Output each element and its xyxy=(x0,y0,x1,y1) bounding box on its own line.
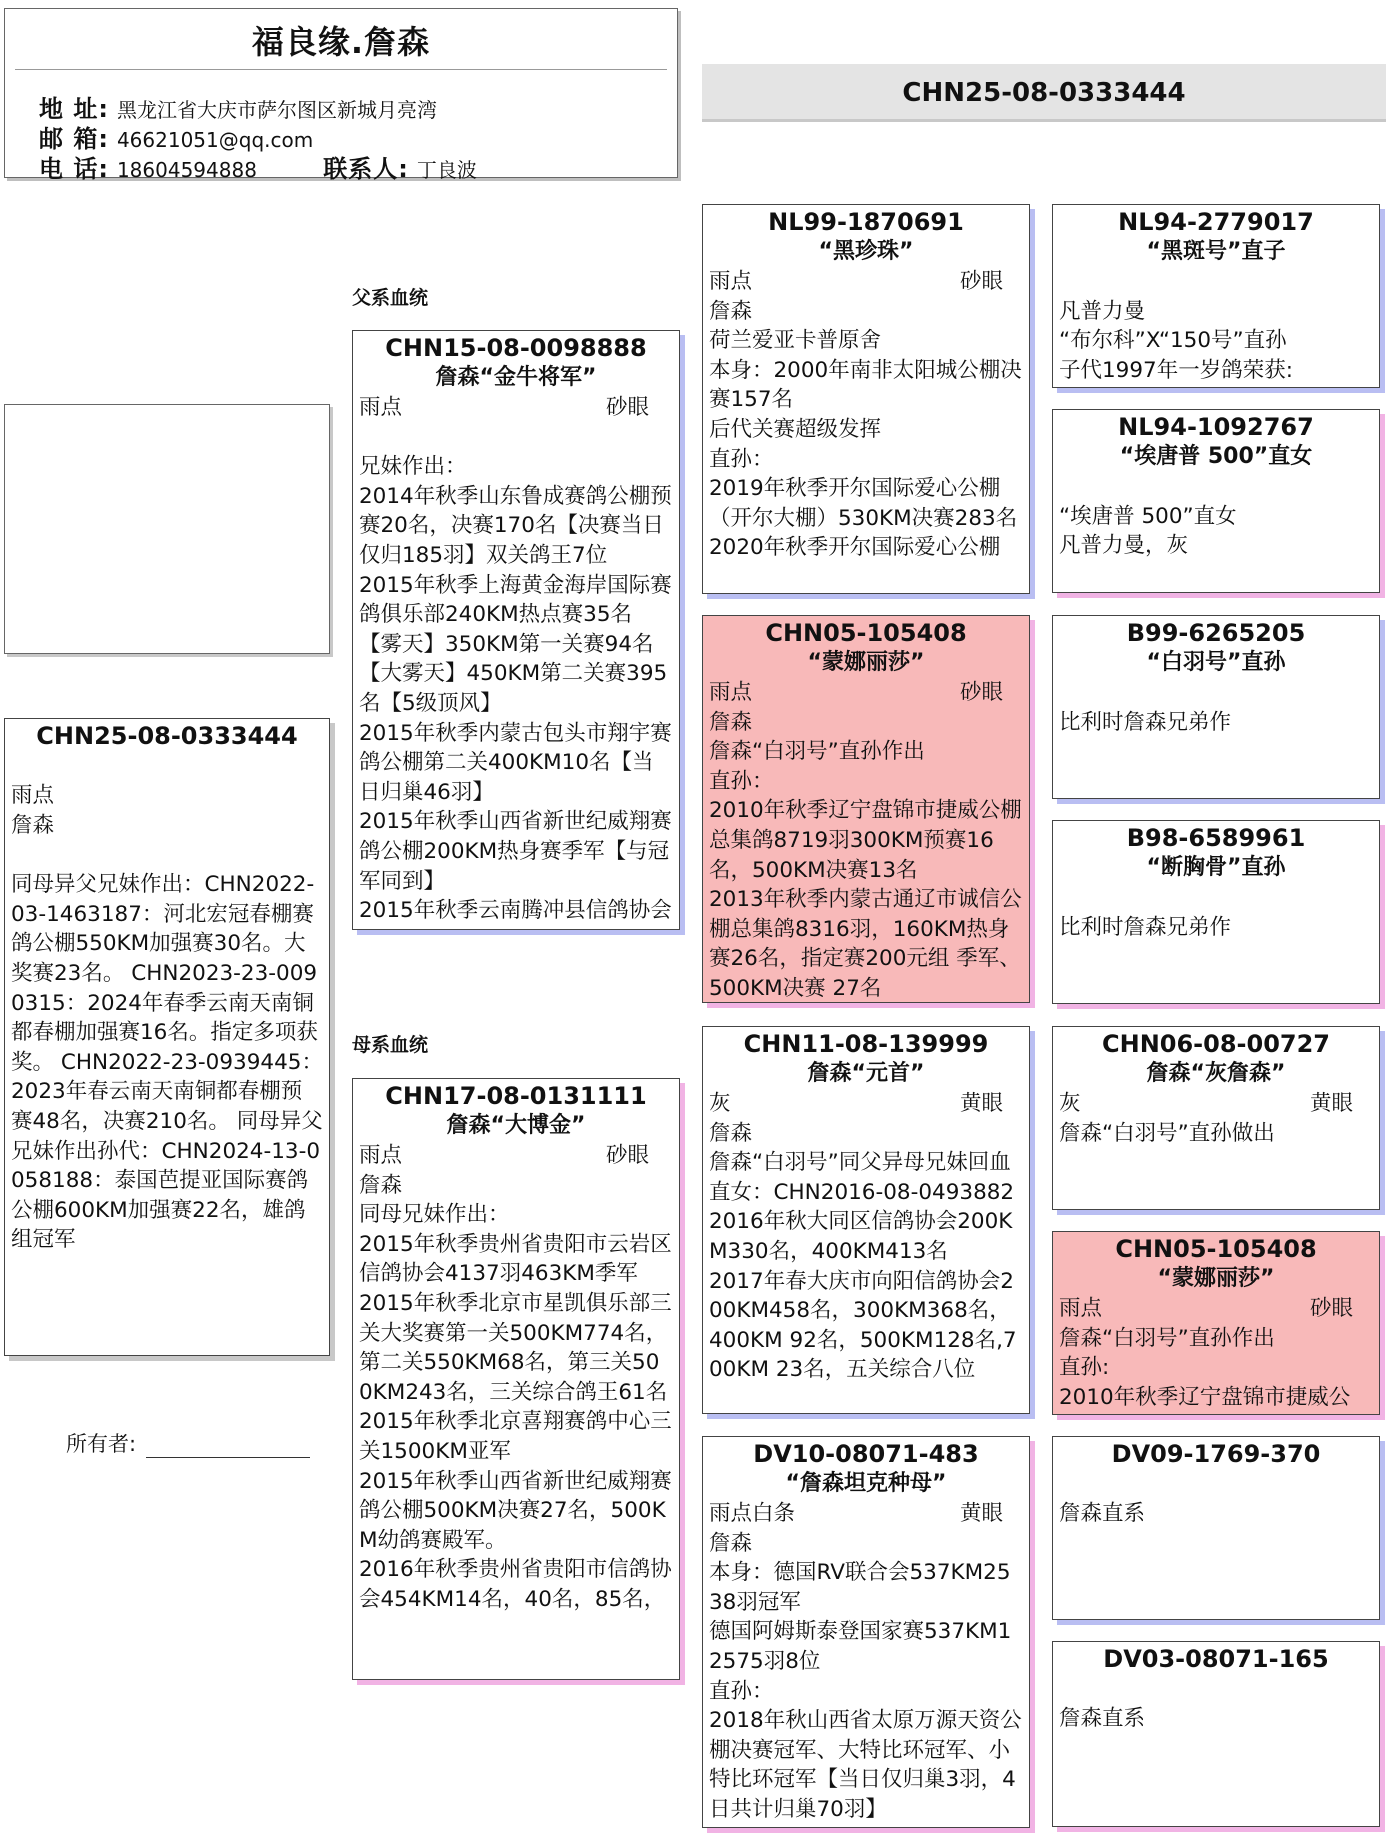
ggp-2-card xyxy=(1052,409,1380,593)
sire-name: 詹森“金牛将军” xyxy=(435,365,597,390)
dam-notes: 詹森 同母兄妹作出： 2015年秋季贵州省贵阳市云岩区信鸽协会4137羽463KM季军 2015年秋季北京市星凯俱乐部三关大奖赛第一关500KM774名，第二关550KM68名，第三关500KM243名，三关综合鸽王61名 2015年秋季北京喜翔赛鸽中心三关1500KM亚军 2015年秋季山西省新世纪威翔赛鸽公棚500KM决赛27名，500KM幼鸽赛殿军。 2016年秋季贵州省贵阳市信鸽协会454KM14名，40名，85名， xyxy=(359,1172,672,1612)
ggp-6-eye: 砂眼 xyxy=(1309,1296,1353,1321)
ggp-4-notes: 比利时詹森兄弟作 xyxy=(1059,914,1232,940)
email-label: 邮 箱: xyxy=(39,125,109,153)
email-value[interactable]: 46621051@qq.com xyxy=(116,128,314,152)
owner-label: 所有者: xyxy=(66,1432,137,1456)
ggp-8-notes: 詹森直系 xyxy=(1059,1705,1146,1731)
ggp-1-card xyxy=(1052,204,1380,388)
sire-dam-ring: CHN05-105408 xyxy=(765,619,967,647)
owner-line xyxy=(66,1428,310,1458)
pigeon-photo-placeholder xyxy=(4,404,330,654)
ggp-7-notes: 詹森直系 xyxy=(1059,1500,1146,1526)
sire-dam-name: “蒙娜丽莎” xyxy=(807,650,925,675)
dam-sire-notes: 詹森 詹森“白羽号”同父异母兄妹回血直女：CHN2016-08-0493882 2016年秋大同区信鸽协会200KM330名，400KM413名 2017年春大庆市向阳信鸽协会200KM458名，300KM368名，400KM 92名，500KM128名,700KM 23名，五关综合八位 xyxy=(709,1120,1017,1383)
dam-sire-card xyxy=(702,1026,1030,1414)
ggp-5-ring: CHN06-08-00727 xyxy=(1102,1030,1330,1058)
ggp-1-name: “黑斑号”直子 xyxy=(1146,239,1286,264)
breeder-header-card xyxy=(4,8,678,183)
subject-strain: 詹森 xyxy=(11,812,55,838)
ggp-4-name: “断胸骨”直孙 xyxy=(1146,855,1286,880)
owner-signature-field[interactable] xyxy=(146,1435,310,1458)
dam-dam-ring: DV10-08071-483 xyxy=(753,1440,979,1468)
sire-notes: 兄妹作出： 2014年秋季山东鲁成赛鸽公棚预赛20名，决赛170名【决赛当日仅归185羽】双关鸽王7位 2015年秋季上海黄金海岸国际赛鸽俱乐部240KM热点赛35名【雾天】350KM第一关赛94名【大雾天】450KM第二关赛395名【5级顶风】 2015年秋季内蒙古包头市翔宇赛鸽公棚第二关400KM10名【当日归巢46羽】 2015年秋季山西省新世纪威翔赛鸽公棚200KM热身赛季军【与冠军同到】 2015年秋季云南腾冲县信鸽协会 xyxy=(359,454,672,924)
sire-dam-color: 雨点 xyxy=(709,680,753,705)
dam-sire-ring: CHN11-08-139999 xyxy=(743,1030,989,1058)
ggp-5-notes: 詹森“白羽号”直孙做出 xyxy=(1059,1120,1275,1146)
sire-color: 雨点 xyxy=(359,395,403,420)
dam-sire-color: 灰 xyxy=(709,1091,731,1116)
contact-label: 联系人: xyxy=(323,155,409,183)
dam-card xyxy=(352,1078,680,1680)
ggp-5-name: 詹森“灰詹森” xyxy=(1146,1061,1286,1086)
ggp-3-card xyxy=(1052,615,1380,799)
dam-dam-card xyxy=(702,1436,1030,1828)
ggp-6-name: “蒙娜丽莎” xyxy=(1157,1266,1275,1291)
header-divider xyxy=(15,69,667,70)
sire-dam-card xyxy=(702,615,1030,1003)
dam-color: 雨点 xyxy=(359,1143,403,1168)
ggp-2-name: “埃唐普 500”直女 xyxy=(1119,444,1313,469)
ggp-6-ring: CHN05-105408 xyxy=(1115,1235,1317,1263)
ggp-7-ring: DV09-1769-370 xyxy=(1111,1440,1321,1468)
subject-card xyxy=(4,718,330,1356)
address-value: 黑龙江省大庆市萨尔图区新城月亮湾 xyxy=(116,98,437,122)
ggp-1-notes: 凡普力曼 “布尔科”X“150号”直孙 子代1997年一岁鸽荣获: xyxy=(1059,298,1293,383)
ggp-6-color: 雨点 xyxy=(1059,1296,1103,1321)
sire-sire-notes: 詹森 荷兰爱亚卡普原舍 本身：2000年南非太阳城公棚决赛157名 后代关赛超级发挥 直孙： 2019年秋季开尔国际爱心公棚（开尔大棚）530KM决赛283名 2020年秋季开尔国际爱心公棚 xyxy=(709,298,1022,561)
ggp-2-notes: “埃唐普 500”直女 凡普力曼，灰 xyxy=(1059,503,1237,559)
ggp-5-card xyxy=(1052,1026,1380,1210)
ggp-5-eye: 黄眼 xyxy=(1309,1091,1353,1116)
sire-sire-name: “黑珍珠” xyxy=(818,239,914,264)
ggp-8-card xyxy=(1052,1641,1380,1827)
sire-dam-notes: 詹森 詹森“白羽号”直孙作出 直孙： 2010年秋季辽宁盘锦市捷威公棚总集鸽8719羽300KM预赛16名，500KM决赛13名 2013年秋季内蒙古通辽市诚信公棚总集鸽8316羽，160KM热身赛26名，指定赛200元组 季军、500KM决赛 27名 xyxy=(709,709,1022,1001)
phone-row xyxy=(39,149,477,184)
dam-line-label: 母系血统 xyxy=(352,1034,429,1056)
phone-value: 18604594888 xyxy=(116,158,257,182)
dam-dam-notes: 詹森 本身：德国RV联合会537KM2538羽冠军 德国阿姆斯泰登国家赛537KM12575羽8位 直孙： 2018年秋山西省太原万源天资公棚决赛冠军、大特比环冠军、小特比环冠军【当日仅归巢3羽，4日共计归巢70羽】 xyxy=(709,1530,1022,1822)
sire-dam-eye: 砂眼 xyxy=(959,680,1003,705)
phone-label: 电 话: xyxy=(39,155,109,183)
ggp-8-ring: DV03-08071-165 xyxy=(1103,1645,1329,1673)
sire-card xyxy=(352,330,680,930)
subject-color: 雨点 xyxy=(11,783,55,808)
dam-dam-color: 雨点白条 xyxy=(709,1501,796,1526)
sire-ring: CHN15-08-0098888 xyxy=(385,334,647,362)
ggp-7-card xyxy=(1052,1436,1380,1620)
ggp-3-name: “白羽号”直孙 xyxy=(1146,650,1286,675)
dam-dam-name: “詹森坦克种母” xyxy=(785,1471,947,1496)
sire-sire-card xyxy=(702,204,1030,594)
ggp-6-card xyxy=(1052,1231,1380,1415)
subject-notes: 同母异父兄妹作出：CHN2022-03-1463187：河北宏冠春棚赛鸽公棚550KM加强赛30名。大奖赛23名。 CHN2023-23-0090315：2024年春季云南天南铜都春棚加强赛16名。指定多项获奖。 CHN2022-23-0939445：2023年春云南天南铜都春棚预赛48名，决赛210名。 同母异父兄妹作出孙代：CHN2024-13-0058188：泰国芭提亚国际赛鸽公棚600KM加强赛22名，雄鸽组冠军 xyxy=(11,872,323,1253)
sire-sire-eye: 砂眼 xyxy=(959,269,1003,294)
ggp-2-ring: NL94-1092767 xyxy=(1118,413,1314,441)
dam-ring: CHN17-08-0131111 xyxy=(385,1082,647,1110)
dam-name: 詹森“大博金” xyxy=(446,1113,586,1138)
contact-value: 丁良波 xyxy=(416,158,477,182)
sire-eye: 砂眼 xyxy=(605,395,649,420)
dam-dam-eye: 黄眼 xyxy=(959,1501,1003,1526)
ggp-5-color: 灰 xyxy=(1059,1091,1081,1116)
subject-ring: CHN25-08-0333444 xyxy=(36,722,298,750)
ggp-3-notes: 比利时詹森兄弟作 xyxy=(1059,709,1232,735)
ggp-4-card xyxy=(1052,820,1380,1004)
ggp-1-ring: NL94-2779017 xyxy=(1118,208,1314,236)
sire-sire-color: 雨点 xyxy=(709,269,753,294)
ggp-4-ring: B98-6589961 xyxy=(1126,824,1306,852)
dam-sire-eye: 黄眼 xyxy=(959,1091,1003,1116)
dam-eye: 砂眼 xyxy=(605,1143,649,1168)
dam-sire-name: 詹森“元首” xyxy=(807,1061,925,1086)
breeder-name: 福良缘.詹森 xyxy=(251,23,431,61)
ggp-6-notes: 詹森“白羽号”直孙作出 直孙: 2010年秋季辽宁盘锦市捷威公 xyxy=(1059,1325,1351,1410)
ggp-3-ring: B99-6265205 xyxy=(1126,619,1306,647)
sire-line-label: 父系血统 xyxy=(352,287,429,309)
address-label: 地 址: xyxy=(39,95,109,123)
subject-ring-banner: CHN25-08-0333444 xyxy=(702,64,1386,122)
sire-sire-ring: NL99-1870691 xyxy=(768,208,964,236)
